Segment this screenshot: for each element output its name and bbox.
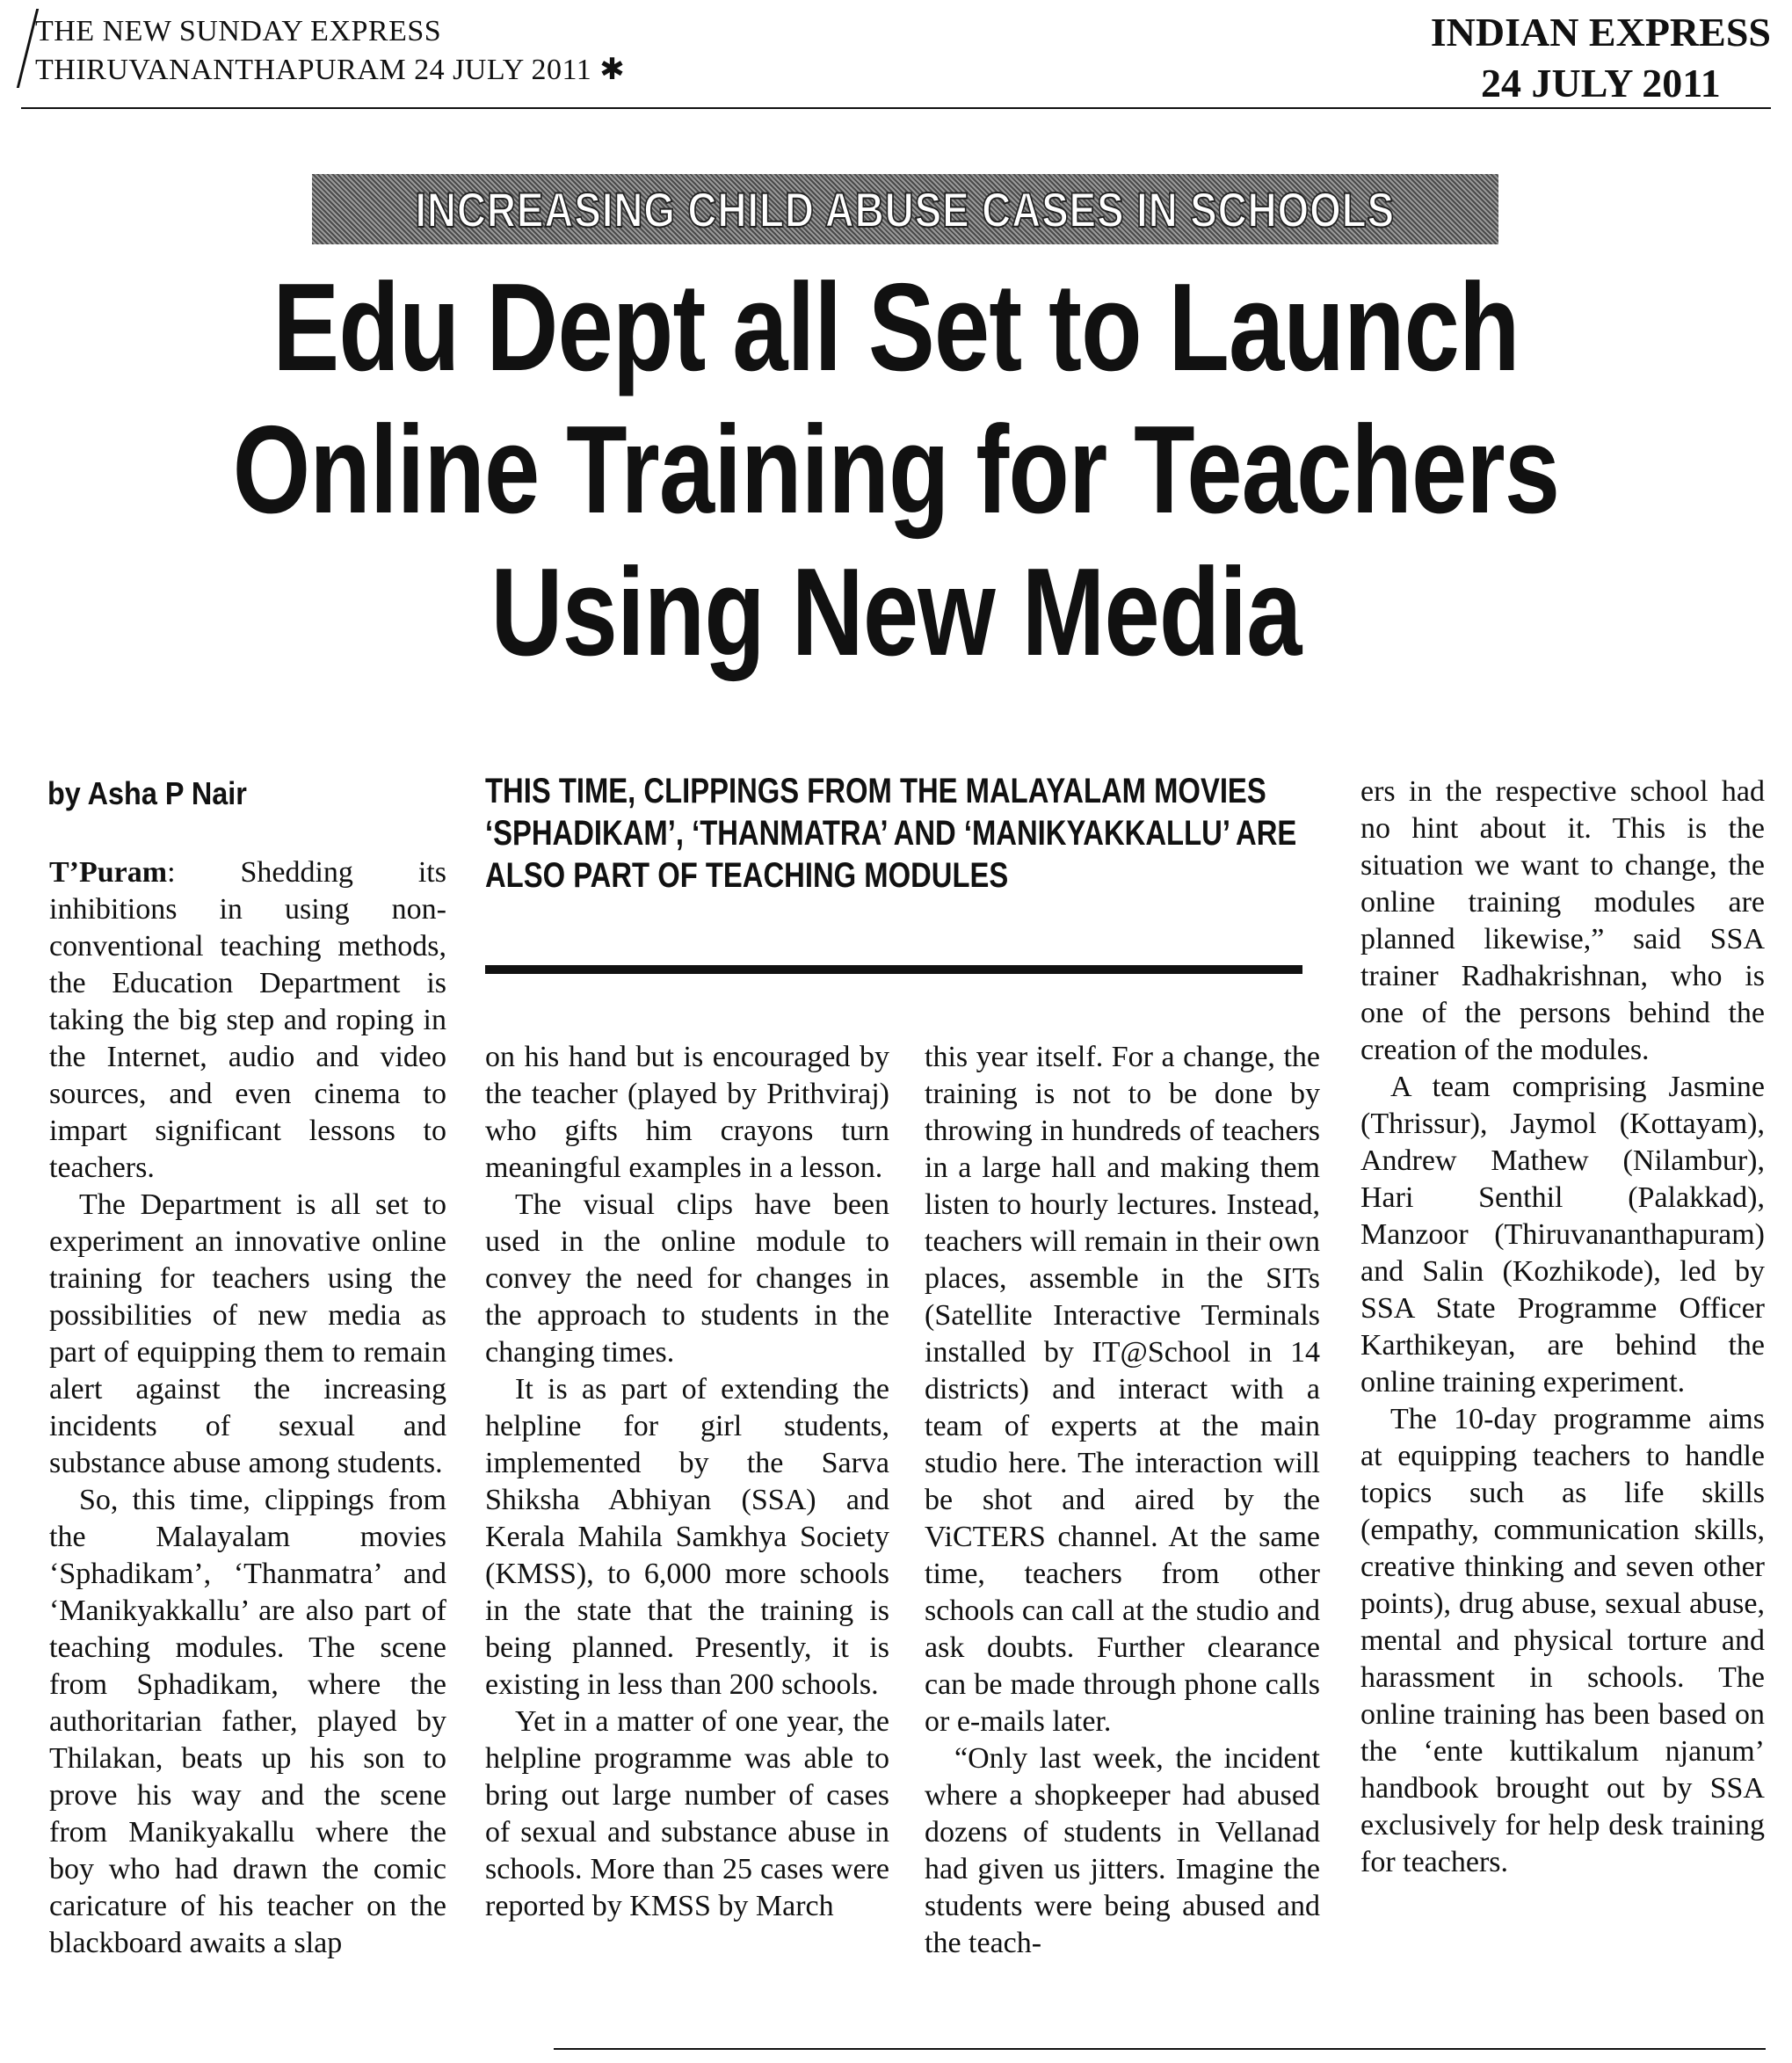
clipping-source-stamp [1431,7,1771,109]
kicker-text: INCREASING CHILD ABUSE CASES IN SCHOOLS [415,181,1396,237]
pull-quote: THIS TIME, CLIPPINGS FROM THE MALAYALAM MOVIES ‘SPHADIKAM’, ‘THANMATRA’ AND ‘MANIKYAKKALLU’ ARE ALSO PART OF TEACHING MODULES [485,772,1297,895]
article-column-1 [49,854,446,1962]
paragraph: Yet in a matter of one year, the helpline programme was able to bring out large number of cases of sexual and substance abuse in schools. More than 25 cases were reported by KMSS by March [485,1705,889,1922]
lead-paragraph [49,854,446,1187]
paragraph: A team comprising Jasmine (Thrissur), Jaymol (Kottayam), Andrew Mathew (Nilambur), Hari Senthil (Palakkad), Manzoor (Thiruvananthapuram) and Salin (Kozhikode), led by SSA State Programme Officer Karthikeyan, are behind the online training experiment. [1360,1071,1765,1398]
headline-line-1: Edu Dept all Set to Launch [272,258,1520,397]
headline [0,257,1792,684]
footer-rule [554,2048,1766,2050]
source-date: 24 JULY 2011 [1481,61,1721,105]
publication-dateline: THIRUVANANTHAPURAM 24 JULY 2011 ✱ [35,54,626,86]
paragraph: The Department is all set to experiment an innovative online training for teachers using the possibilities of new media as part of equipping them to remain alert against the increasing incidents of sexual and substance abuse among students. [49,1188,446,1479]
paragraph: ers in the respective school had no hint about it. This is the situation we want to change, the online training modules are planned likewise,” said SSA trainer Radhakrishnan, who is one of the persons behind the creation of the modules. [1360,775,1765,1066]
paragraph: The visual clips have been used in the online module to convey the need for changes in the approach to students in the changing times. [485,1188,889,1369]
article-column-2 [485,1039,889,1925]
headline-line-2: Online Training for Teachers [232,400,1560,540]
article-column-4 [1360,774,1765,1881]
publication-name: THE NEW SUNDAY EXPRESS [35,15,442,47]
paragraph: “Only last week, the incident where a shopkeeper had abused dozens of students in Vellanad had given us jitters. Imagine the students were being abused and the teach- [925,1742,1320,1959]
byline: by Asha P Nair [47,775,247,811]
paragraph: on his hand but is encouraged by the teacher (played by Prithviraj) who gifts him crayons turn meaningful examples in a lesson. [485,1041,889,1184]
article-column-3 [925,1039,1320,1962]
paragraph: It is as part of extending the helpline for girl students, implemented by the Sarva Shiksha Abhiyan (SSA) and Kerala Mahila Samkhya Society (KMSS), to 6,000 more schools in the state that the training is being planned. Presently, it is existing in less than 200 schools. [485,1373,889,1701]
paragraph: The 10-day programme aims at equipping teachers to handle topics such as life skills (empathy, communication skills, creative thinking and seven other points), drug abuse, sexual abuse, mental and physical torture and harassment in schools. The online training has been based on the ‘ente kuttikalum njanum’ handbook brought out by SSA exclusively for help desk training for teachers. [1360,1403,1765,1878]
kicker-banner [312,174,1498,244]
publication-header [35,12,625,90]
paragraph-text: : Shedding its inhibitions in using non-conventional teaching methods, the Education Department is taking the big step and roping in the Internet, audio and video sources, and even cinema to impart significant lessons to teachers. [49,856,446,1184]
source-publication: INDIAN EXPRESS [1430,10,1771,54]
headline-line-3: Using New Media [490,542,1302,682]
header-rule [21,107,1771,109]
pull-quote-rule [485,965,1302,974]
paragraph: this year itself. For a change, the training is not to be done by throwing in hundreds of teachers in a large hall and making them listen to hourly lectures. Instead, teachers will remain in their own places, assemble in the SITs (Satellite Interactive Terminals installed by IT@School in 14 districts) and interact with a team of experts at the main studio here. The interaction will be shot and aired by the ViCTERS channel. At the same time, teachers from other schools can call at the studio and ask doubts. Further clearance can be made through phone calls or e-mails later. [925,1041,1320,1738]
dateline: T’Puram [49,856,168,889]
paragraph: So, this time, clippings from the Malayalam movies ‘Sphadikam’, ‘Thanmatra’ and ‘Manikyakkallu’ are also part of teaching modules. The scene from Sphadikam, where the authoritarian father, played by Thilakan, beats up his son to prove his way and the scene from Manikyakallu where the boy who had drawn the comic caricature of his teacher on the blackboard awaits a slap [49,1484,446,1959]
